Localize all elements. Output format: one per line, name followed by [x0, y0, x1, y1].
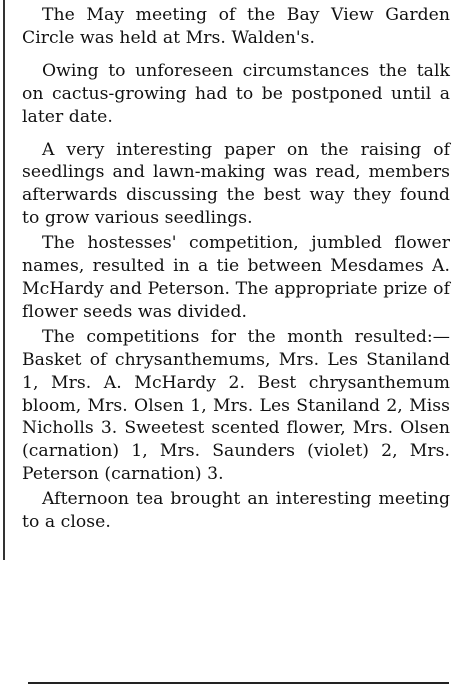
news-article	[22, 4, 450, 544]
article-paragraph-1: The May meeting of the Bay View Garden Circle was held at Mrs. Walden's.	[22, 5, 450, 48]
article-paragraph-3: A very interesting paper on the raising of seedlings and lawn-making was read, members afterwards discussing the best way they found to grow various seedlings.	[22, 139, 450, 229]
article-paragraph-4: The hostesses' competition, jumbled flower names, resulted in a tie between Mesdames A. McHardy and Peterson. The appropriate prize of flower seeds was divided.	[22, 233, 450, 322]
article-paragraph-6: Afternoon tea brought an interesting meeting to a close.	[22, 489, 450, 533]
article-end-rule	[28, 682, 449, 684]
article-paragraph-5: The competitions for the month resulted:—Basket of chrysanthemums, Mrs. Les Staniland 1, Mrs. A. McHardy 2. Best chrysanthemum bloom, Mrs. Olsen 1, Mrs. Les Staniland 2, Miss Nicholls 3. Sweetest scented flower, Mrs. Olsen (carnation) 1, Mrs. Saunders (violet) 2, Mrs. Peterson (carnation) 3.	[22, 326, 450, 485]
article-paragraph-2: Owing to unforeseen circumstances the talk on cactus-growing had to be postponed until a later date.	[22, 60, 450, 127]
column-rule-left	[3, 0, 5, 560]
